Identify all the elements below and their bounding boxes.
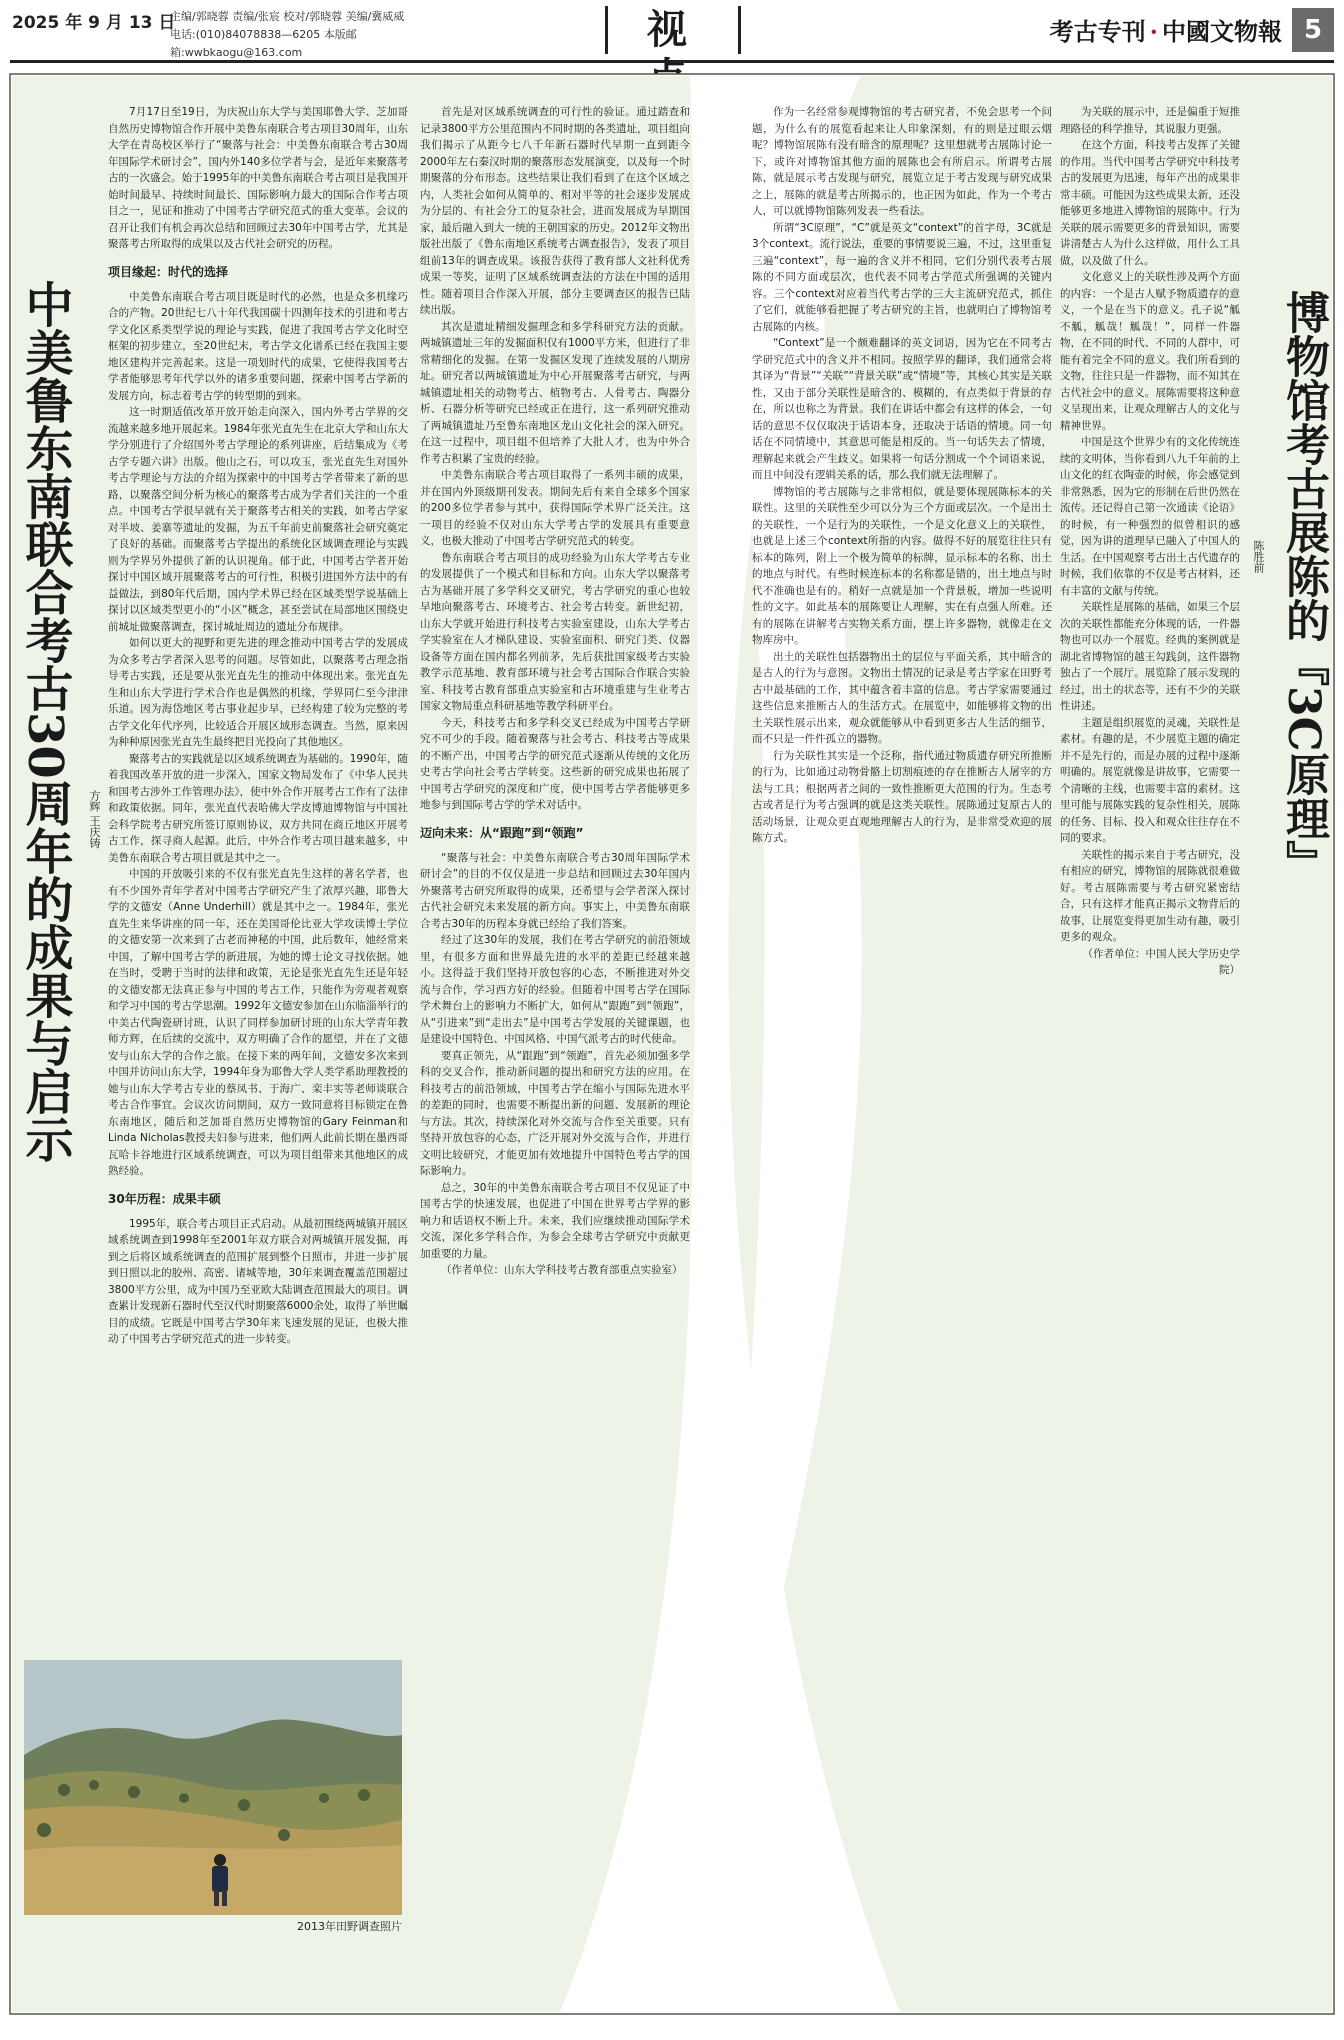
paragraph: 行为关联性其实是一个泛称，指代通过物质遗存研究所推断的行为，比如通过动物骨骼上切割痕迹的存在推断古人屠宰的方法与工具；根据两者之间的一致性推断更大范围的行为。生态考古或者是行为考古强调的就是这类关联性。展陈通过复原古人的活动场景，让观众更直观地理解古人的行为，是非常受欢迎的展陈方式。 [752, 749, 1052, 844]
paragraph: 博物馆的考古展陈与之非常相似，就是要体现展陈标本的关联性。这里的关联性至少可以分为三个方面或层次。一个是出土的关联性，一个是行为的关联性，一个是文化意义上的关联性，也就是上述三个context所指的内容。做得不好的展览往往只有标本的陈列，附上一个极为简单的标牌，显示标本的名称、出土的地点与时代。有些时候连标本的名称都是错的，出土地点与时代不准确也是有的。稍好一点就是加一个背景板，增加一些说明性的文字。如此基本的展陈要让人理解，实在有点强人所难。还有的展陈在讲解考古实物关系方面，摆上许多器物，就像走在文物库房中。 [752, 485, 1052, 646]
article1-intro: 7月17日至19日，为庆祝山东大学与美国耶鲁大学、芝加哥自然历史博物馆合作开展中美鲁东南联合考古项目30周年，山东大学在青岛校区举行了“聚落与社会：中美鲁东南联合考古30周年国际学术研讨会”，国内外140多位学者与会，是近年来聚落考古的一次盛会。始于1995年的中美鲁东南联合考古项目是我国开始时间最早、持续时间最长、国际影响力最大的国际合作考古项目之一，见证和推动了中国考古学研究范式的重大变革。会议的召开让我们有机会再次总结和回顾过去30年中国考古学，尤其是聚落考古所取得的成果以及古代社会研究的历程。 [108, 106, 408, 250]
paragraph: 中国是这个世界少有的文化传统连续的文明体，当你看到八九千年前的上山文化的红衣陶壶的时候，你会感觉到非常熟悉，因为它的形制在后世仍然在流传。还记得自己第一次通读《论语》的时候，有一种强烈的似曾相识的感觉，因为讲的道理早已融入了中国人的生活。在中国观察考古出土古代遗存的时候，我们依靠的不仅是考古材料，还有丰富的文献与传统。 [1060, 436, 1240, 597]
paragraph: “Context”是一个颇难翻译的英文词语，因为它在不同考古学研究范式中的含义并不相同。按照学界的翻译，我们通常会将其译为“背景”“关联”“背景关联”或“情境”等，其核心其实是关联性，又由于部分关联性是暗含的、模糊的，有点类似于背景的存在，所以也称之为背景。我们在讲话中都会有这样的体会，一句话的意思不仅仅取决于话语本身，还取决于话语的情境。同一句话在不同情境中，其意思可能是相反的。当一句话失去了情境，理解起来就会产生歧义。如果将一句话分割成一个个词语来说，而且中间没有逻辑关系的话，那么我们就无法理解了。 [752, 337, 1052, 481]
article1-author-note: （作者单位：山东大学科技考古教育部重点实验室） [441, 1264, 683, 1276]
paragraph: 经过了这30年的发展，我们在考古学研究的前沿领域里，有很多方面和世界最先进的水平的差距已经越来越小。这得益于我们坚持开放包容的心态，不断推进对外交流与合作，学习西方好的经验。但随着中国考古学在国际学术舞台上的影响力不断扩大，如何从“跟跑”到“领跑”，从“引进来”到“走出去”是中国考古学发展的关键课题，也是建设中国特色、中国风格、中国气派考古的时代使命。 [420, 934, 690, 1045]
photo-caption: 2013年田野调查照片 [297, 1920, 402, 1933]
field-survey-photo [24, 1660, 402, 1915]
article2-column1 [752, 104, 1052, 1924]
article2-column2 [1060, 104, 1240, 1924]
paragraph: 其次是遗址精细发掘理念和多学科研究方法的贡献。两城镇遗址三年的发掘面积仅有1000平方米，但进行了非常精细化的发掘。在第一发掘区发现了连续发展的八期房址。研究者以两城镇遗址为中心开展聚落考古研究，与两城镇遗址相关的动物考古、植物考古、人骨考古、陶器分析、石器分析等研究已经或正在进行，这一系列研究推动了两城镇遗址乃至鲁东南地区龙山文化社会的深入研究。在这一过程中，项目组不但培养了大批人才，也为中外合作考古积累了宝贵的经验。 [420, 320, 690, 465]
masthead [0, 0, 1344, 62]
article1-section3-heading: 迈向未来：从“跟跑”到“领跑” [420, 825, 584, 840]
photo-landscape [24, 1660, 402, 1915]
paragraph: 作为一名经常参观博物馆的考古研究者，不免会思考一个问题，为什么有的展览看起来让人印象深刻，有的则是过眼云烟呢？博物馆展陈有没有暗含的原理呢？这里想就考古展陈讨论一下，或许对博物馆其他方面的展陈也会有所启示。所谓考古展陈，就是展示考古发现与研究，展览立足于考古发现与研究成果之上，展陈的就是考古所揭示的，也正因为如此，作为一个考古人，可以就博物馆陈列发表一些看法。 [752, 106, 1052, 217]
article1-column1 [108, 104, 408, 1654]
paragraph: 1995年，联合考古项目正式启动。从最初围绕两城镇开展区域系统调查到1998年至2001年双方联合对两城镇开展发掘，再到之后将区域系统调查的范围扩展到整个日照市，并进一步扩展到日照以北的胶州、高密、诸城等地，30年来调查覆盖范围超过3800平方公里，成为中国乃至亚欧大陆调查范围最大的项目。调查累计发现新石器时代至汉代时期聚落6000余处，取得了举世瞩目的成绩。它既是中国考古学30年来飞速发展的见证，也极大推动了中国考古学研究范式的进一步转变。 [108, 1217, 408, 1345]
column-label: 考古专刊 [1049, 17, 1146, 46]
paragraph: 关联性是展陈的基础，如果三个层次的关联性都能充分体现的话，一件器物也可以办一个展览。经典的案例就是湖北省博物馆的越王勾践剑，这件器物独占了一个展厅。展览除了展示发现的经过，出土的状态等，还有不少的关联性讲述。 [1060, 601, 1240, 712]
paragraph: 为关联的展示中，还是偏重于短推理路径的科学推导，其说服力更强。 [1060, 106, 1240, 135]
article1-column2 [420, 104, 690, 1904]
paper-title: 考古专刊 · 中國文物報 [1049, 17, 1282, 46]
paragraph: 首先是对区域系统调查的可行性的验证。通过踏查和记录3800平方公里范围内不同时期的各类遗址，项目组向我们揭示了从距今七八千年新石器时代早期一直到距今2000年左右秦汉时期的聚落形态发展演变，以及每一个时期聚落的分布形态。这些结果让我们看到了在这个区域之内，人类社会如何从简单的、相对平等的社会逐步发展成为分层的、有社会分工的复杂社会，进而发展成为早期国家，最后融入到大一统的王朝国家的历史。2012年文物出版社出版了《鲁东南地区系统考古调查报告》，发表了项目组前13年的调查成果。该报告获得了教育部人文社科优秀成果一等奖，证明了区域系统调查法的方法在中国的适用性。随着项目合作深入开展，部分主要调查区的报告已陆续出版。 [420, 106, 690, 316]
paragraph: 关联性的揭示来自于考古研究，没有相应的研究，博物馆的展陈就很难做好。考古展陈需要与考古研究紧密结合，只有这样才能真正揭示文物背后的故事，让展览变得更加生动有趣，吸引更多的观众。 [1060, 848, 1240, 943]
editor-credits [170, 8, 470, 62]
article2-author-note: （作者单位：中国人民大学历史学院） [1082, 947, 1240, 976]
paragraph: 主题是组织展览的灵魂，关联性是素材。有趣的是，不少展览主题的确定并不是先行的，而是办展的过程中逐渐明确的。展览就像是讲故事，它需要一个清晰的主线，也需要丰富的素材。这里可能与展陈实践的复杂性相关，展陈的任务、目标、投入和观众往往存在不同的要求。 [1060, 716, 1240, 844]
article2-title: 博物馆考古展陈的『3C原理』 [1278, 290, 1329, 884]
paragraph: 鲁东南联合考古项目的成功经验为山东大学考古专业的发展提供了一个模式和目标和方向。山东大学以聚落考古为基础开展了多学科交叉研究，考古学研究的重心也较早地向聚落考古、环境考古、社会考古转变。新世纪初，山东大学就开始进行科技考古实验室建设，山东大学考古学实验室在人才梯队建设、实验室面积、研究门类、仪器设备等方面在国内都名列前茅，先后获批国家级考古实验教学示范基地、教育部环境与社会考古国际合作联合实验室、科技考古教育部重点实验室和古环境重建与生业考古国家文物局重点科研基地等教学科研平台。 [420, 551, 690, 712]
paragraph: 中美鲁东南联合考古项目取得了一系列丰硕的成果，并在国内外顶级期刊发表。期间先后有来自全球多个国家的200多位学者参与其中，获得国际学术界广泛关注。这一项目的经验不仅对山东大学考古学的发展具有重要意义，也极大推动了中国考古学研究范式的转变。 [420, 469, 690, 547]
credits-line: 主编/郭晓蓉 责编/张宸 校对/郭晓蓉 美编/冀威威 [170, 10, 405, 23]
article1-section1-heading: 项目缘起：时代的选择 [108, 264, 229, 279]
newspaper-name: 中國文物報 [1162, 17, 1282, 46]
paragraph: 如何以更大的视野和更先进的理念推动中国考古学的发展成为众多考古学者深入思考的问题。尽管如此，以聚落考古理念指导考古实践，还是要从张光直先生的推动中体现出来。张光直先生和山东大学进行学术合作也是偶然的机缘，学界同仁至今津津乐道。因为海岱地区考古事业起步早，已经构建了较为完整的考古学文化年代序列，比较适合开展区域形态调查。当然，原来因为种种原因张光直先生最终把目光投向了其他地区。 [108, 637, 408, 748]
paragraph: “聚落与社会：中美鲁东南联合考古30周年国际学术研讨会”的目的不仅仅是进一步总结和回顾过去30年国内外聚落考古研究所取得的成果，还希望与会学者深入探讨古代社会研究未来发展的新方向。事实上，中美鲁东南联合考古30年的历程本身就已经给了我们答案。 [420, 851, 690, 930]
article1-section2-heading: 30年历程：成果丰硕 [108, 1191, 221, 1206]
article1-title: 中美鲁东南联合考古30周年的成果与启示 [17, 280, 73, 1163]
paragraph: 聚落考古的实践就是以区域系统调查为基础的。1990年，随着我国改革开放的进一步深入，国家文物局发布了《中华人民共和国考古涉外工作管理办法》，使中外合作开展考古工作有了法律和政策依据。同年，张光直代表哈佛大学皮博迪博物馆与中国社会科学院考古研究所签订原则协议，双方共同在商丘地区开展考古工作，探寻商人起源。此后，中外合作考古项目越来越多，中美鲁东南联合考古项目就是其中之一。 [108, 752, 408, 864]
paragraph: 中国的开放吸引来的不仅有张光直先生这样的著名学者，也有不少国外青年学者对中国考古学研究产生了浓厚兴趣，耶鲁大学的文德安（Anne Underhill）就是其中之一。1984年，张光直先生来华讲座的同一年，还在美国哥伦比亚大学攻读博士学位的文德安第一次来到了古老而神秘的中国，此后数年，她经常来中国，了解中国考古学的新进展，为她的博士论文寻找依据。她在当时，受聘于当时的法律和政策，无论是张光直先生还是年轻的文德安都无法真正参与中国的考古工作，只能作为旁观者观察和学习中国的考古学思潮。1992年文德安参加在山东临淄举行的中美古代陶瓷研讨班，认识了同样参加研讨班的山东大学青年教师方辉，在后续的交流中，双方明确了合作的愿望，并在了文德安与山东大学的合作之旅。在接下来的两年间，文德安多次来到中国并访问山东大学，1994年身为耶鲁大学人类学系助理教授的她与山东大学考古专业的蔡凤书、于海广、栾丰实等老师谈联合考古合作事宜。会议次访问期间，双方一致同意将目标锁定在鲁东南地区，随后和芝加哥自然历史博物馆的Gary Feinman和Linda Nicholas教授夫妇参与进来，他们两人此前长期在墨西哥瓦哈卡谷地进行区域系统调查，可以为项目组带来其他地区的成熟经验。 [108, 868, 408, 1177]
issue-date: 2025 年 9 月 13 日 [12, 13, 176, 33]
paragraph: 文化意义上的关联性涉及两个方面的内容：一个是古人赋予物质遗存的意义，一个是在当下的意义。孔子说“觚不觚，觚哉！觚哉！”，同样一件器物，在不同的时代、不同的人群中，可能有着完全不同的意义。我们所看到的文物，往往只是一件器物，而不知其在古代社会中的意义。展陈需要将这种意义呈现出来，让观众理解古人的文化与精神世界。 [1060, 271, 1240, 432]
page-number: 5 [1292, 8, 1334, 52]
article1-byline: 方辉 王庆铸 [88, 790, 101, 849]
paragraph: 这一时期适值改革开放开始走向深入，国内外考古学界的交流越来越多地开展起来。1984年张光直先生在北京大学和山东大学分别进行了介绍国外考古学理论的系列讲座，后结集成为《考古学专题六讲》出版。他山之石，可以攻玉，张光直先生对国外考古学理论与方法的介绍为探索中的中国考古学者带来了新的思路，以聚落空间分析为核心的聚落考古成为学者们关注的一个重点。中国考古学很早就有关于聚落考古相关的实践，如考古学家对半坡、姜寨等遗址的发掘，为五千年前史前聚落社会研究奠定了良好的基础。而聚落考古学提出的系统化区域调查理论与实践则为学界另外提供了新的认识视角。郁于此，中国考古学者开始探讨中国区域开展聚落考古的可行性，积极引进国外方法中的有益做法，到80年代后期，国内学术界已经在区域类型学说基础上探讨以区域类型更小的“小区”概念，甚至尝试在局部地区围绕史前城址做聚落调查，探讨城址周边的遗址分布规律。 [108, 406, 408, 633]
paragraph: 所谓“3C原理”，“C”就是英文“context”的首字母，3C就是3个context。流行说法，重要的事情要说三遍，不过，这里重复三遍“context”，每一遍的含义并不相同，它们分别代表考古展陈的不同方面或层次，也代表不同考古学范式所强调的关键内容。三个context对应着当代考古学的三大主流研究范式，抓住了它们，就能够看把握了考古研究的主旨，也就明白了博物馆考古展陈的内核。 [752, 221, 1052, 333]
contact-line: 电话:(010)84078838—6205 本版邮箱:wwbkaogu@163.com [170, 28, 357, 59]
section-title: 视 [605, 6, 741, 54]
paragraph: 要真正领先，从“跟跑”到“领跑”，首先必须加强多学科的交叉合作，推动新问题的提出和研究方法的应用。在科技考古的前沿领域，中国考古学在缩小与国际先进水平的差距的同时，也需要不断提出新的问题、发展新的理论与方法。其次，持续深化对外交流与合作至关重要。只有坚持开放包容的心态，广泛开展对外交流与合作，并进行文明比较研究，才能更加有效地提升中国特色考古学的国际影响力。 [420, 1049, 690, 1177]
header-rule [10, 60, 1334, 63]
paragraph: 在这个方面，科技考古发挥了关键的作用。当代中国考古学研究中科技考古的发展更为迅速，每年产出的成果非常丰硕。可能因为这些成果太新，还没能够更多地进入博物馆的展陈中。行为关联的展示需要更多的背景知识，需要讲清楚古人为什么这样做，用什么工具做，以及做了什么。 [1060, 139, 1240, 267]
article2-byline: 陈胜前 [1252, 540, 1265, 573]
paragraph: 总之，30年的中美鲁东南联合考古项目不仅见证了中国考古学的快速发展，也促进了中国在世界考古学界的影响力和话语权不断上升。未来，我们应继续推动国际学术交流，深化多学科合作，为参会全球考古学研究中贡献更加重要的力量。 [420, 1181, 690, 1260]
paragraph: 中美鲁东南联合考古项目既是时代的必然，也是众多机缘巧合的产物。20世纪七八十年代我国碳十四测年技术的引进和考古学文化区系类型学说的理论与实践，促进了我国考古学文化时空框架的初步建立，至20世纪末，考古学文化谱系已经在我国主要地区建构并完善起来。这是一项划时代的成果，它使得我国考古学者能够思考年代学以外的诸多重要问题，探索中国考古学新的发展方向，标志着考古学的转型期的到来。 [108, 290, 408, 402]
paragraph: 出土的关联性包括器物出土的层位与平面关系，其中暗含的是古人的行为与意图。文物出土情况的记录是考古学家在田野考古中最基础的工作，其中蕴含着丰富的信息。考古学家需要通过这些信息来推断古人的生活方式。在展览中，如能够将文物的出土关联性展示出来，观众就能够从中看到更多古人生活的细节，而不只是一件件孤立的器物。 [752, 650, 1052, 745]
paragraph: 今天，科技考古和多学科交叉已经成为中国考古学研究不可少的手段。随着聚落与社会考古、科技考古等成果的不断产出，中国考古学的研究范式逐渐从传统的文化历史考古学向社会考古学转变。这些新的研究成果也拓展了中国考古学研究的深度和广度，使中国考古学者能够更多地参与到国际考古学的学术对话中。 [420, 716, 690, 811]
